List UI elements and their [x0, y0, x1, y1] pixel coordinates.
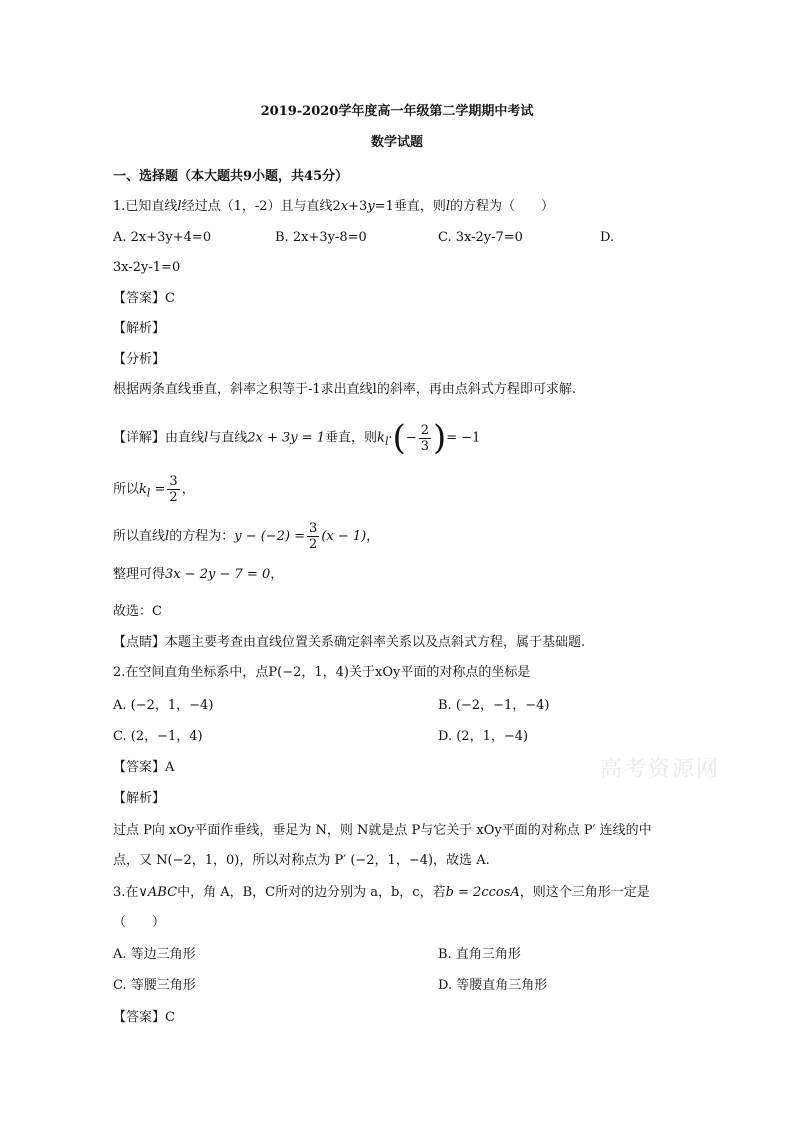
q1-so2: 所以直线l的方程为：y − (−2) = $\frac{3}{2}$ (x − 1)， [113, 521, 380, 552]
q3-option-b: B. 直角三角形 [438, 947, 521, 962]
q1-option-c: C. 3x-2y-7=0 [438, 230, 523, 245]
q1-choose: 故选：C [113, 604, 162, 619]
q3-stem: 3.在∨ABC中，角 A，B，C所对的边分别为 a，b，c，若b = 2ccosA，则这个三角形一定是 [113, 885, 650, 900]
watermark: 高考资源网 [600, 757, 721, 782]
fraction-three-halves: $\frac{3}{2}$ [169, 474, 178, 505]
q1-so1: 所以$k_l$ = $\frac{3}{2}$ ， [113, 474, 195, 505]
q3-option-c: C. 等腰三角形 [113, 978, 196, 993]
q1-option-a: A. 2x+3y+4=0 [113, 230, 212, 245]
q3-option-d: D. 等腰直角三角形 [438, 978, 548, 993]
q1-answer: 【答案】C [113, 291, 175, 306]
q3-stem-paren: （ ） [113, 915, 166, 930]
q2-analysis-label: 【解析】 [113, 791, 166, 806]
fraction-three-halves-2: $\frac{3}{2}$ [309, 521, 318, 552]
q2-option-a: A. (−2，1，−4) [113, 698, 214, 713]
q1-option-d-cont: 3x-2y-1=0 [113, 260, 181, 275]
q1-stem: 1.已知直线l经过点（1，-2）且与直线2x+3y=1垂直，则l的方程为（ ） [113, 199, 555, 214]
q2-option-b: B. (−2，−1，−4) [438, 698, 550, 713]
q1-option-d: D. [600, 230, 615, 245]
q1-detail: 【详解】由直线l与直线2x + 3y = 1垂直，则$k_l\cdot(-$ $\frac{2}{3}$ )= −1 [113, 418, 481, 458]
page-subtitle: 数学试题 [370, 135, 423, 150]
q2-option-c: C. (2，−1，4) [113, 729, 203, 744]
fraction-two-thirds: $\frac{2}{3}$ [420, 422, 429, 454]
q1-analysis-label: 【解析】 [113, 321, 166, 336]
section-heading: 一、选择题（本大题共9小题，共45分） [113, 169, 349, 184]
page-title: 2019-2020学年度高一年级第二学期期中考试 [260, 104, 534, 119]
q2-answer: 【答案】A [113, 760, 175, 775]
q1-fenxi-label: 【分析】 [113, 352, 166, 367]
q1-option-b: B. 2x+3y-8=0 [275, 230, 367, 245]
q1-comment: 【点睛】本题主要考查由直线位置关系确定斜率关系以及点斜式方程，属于基础题. [113, 635, 586, 650]
q1-tidy: 整理可得3x − 2y − 7 = 0， [113, 567, 284, 582]
q3-option-a: A. 等边三角形 [113, 947, 196, 962]
q2-text-2: 点，又 N(−2，1，0)，所以对称点为 P′ (−2，1，−4)，故选 A. [113, 853, 490, 868]
q2-stem: 2.在空间直角坐标系中，点P(−2，1，4)关于xOy平面的对称点的坐标是 [113, 665, 531, 680]
q2-option-d: D. (2，1，−4) [438, 729, 529, 744]
q1-fenxi-text: 根据两条直线垂直，斜率之积等于-1求出直线l的斜率，再由点斜式方程即可求解. [113, 382, 576, 397]
q2-text-1: 过点 P向 xOy平面作垂线，垂足为 N，则 N就是点 P与它关于 xOy平面的对称点 P′ 连线的中 [113, 823, 652, 838]
q3-answer: 【答案】C [113, 1010, 175, 1025]
